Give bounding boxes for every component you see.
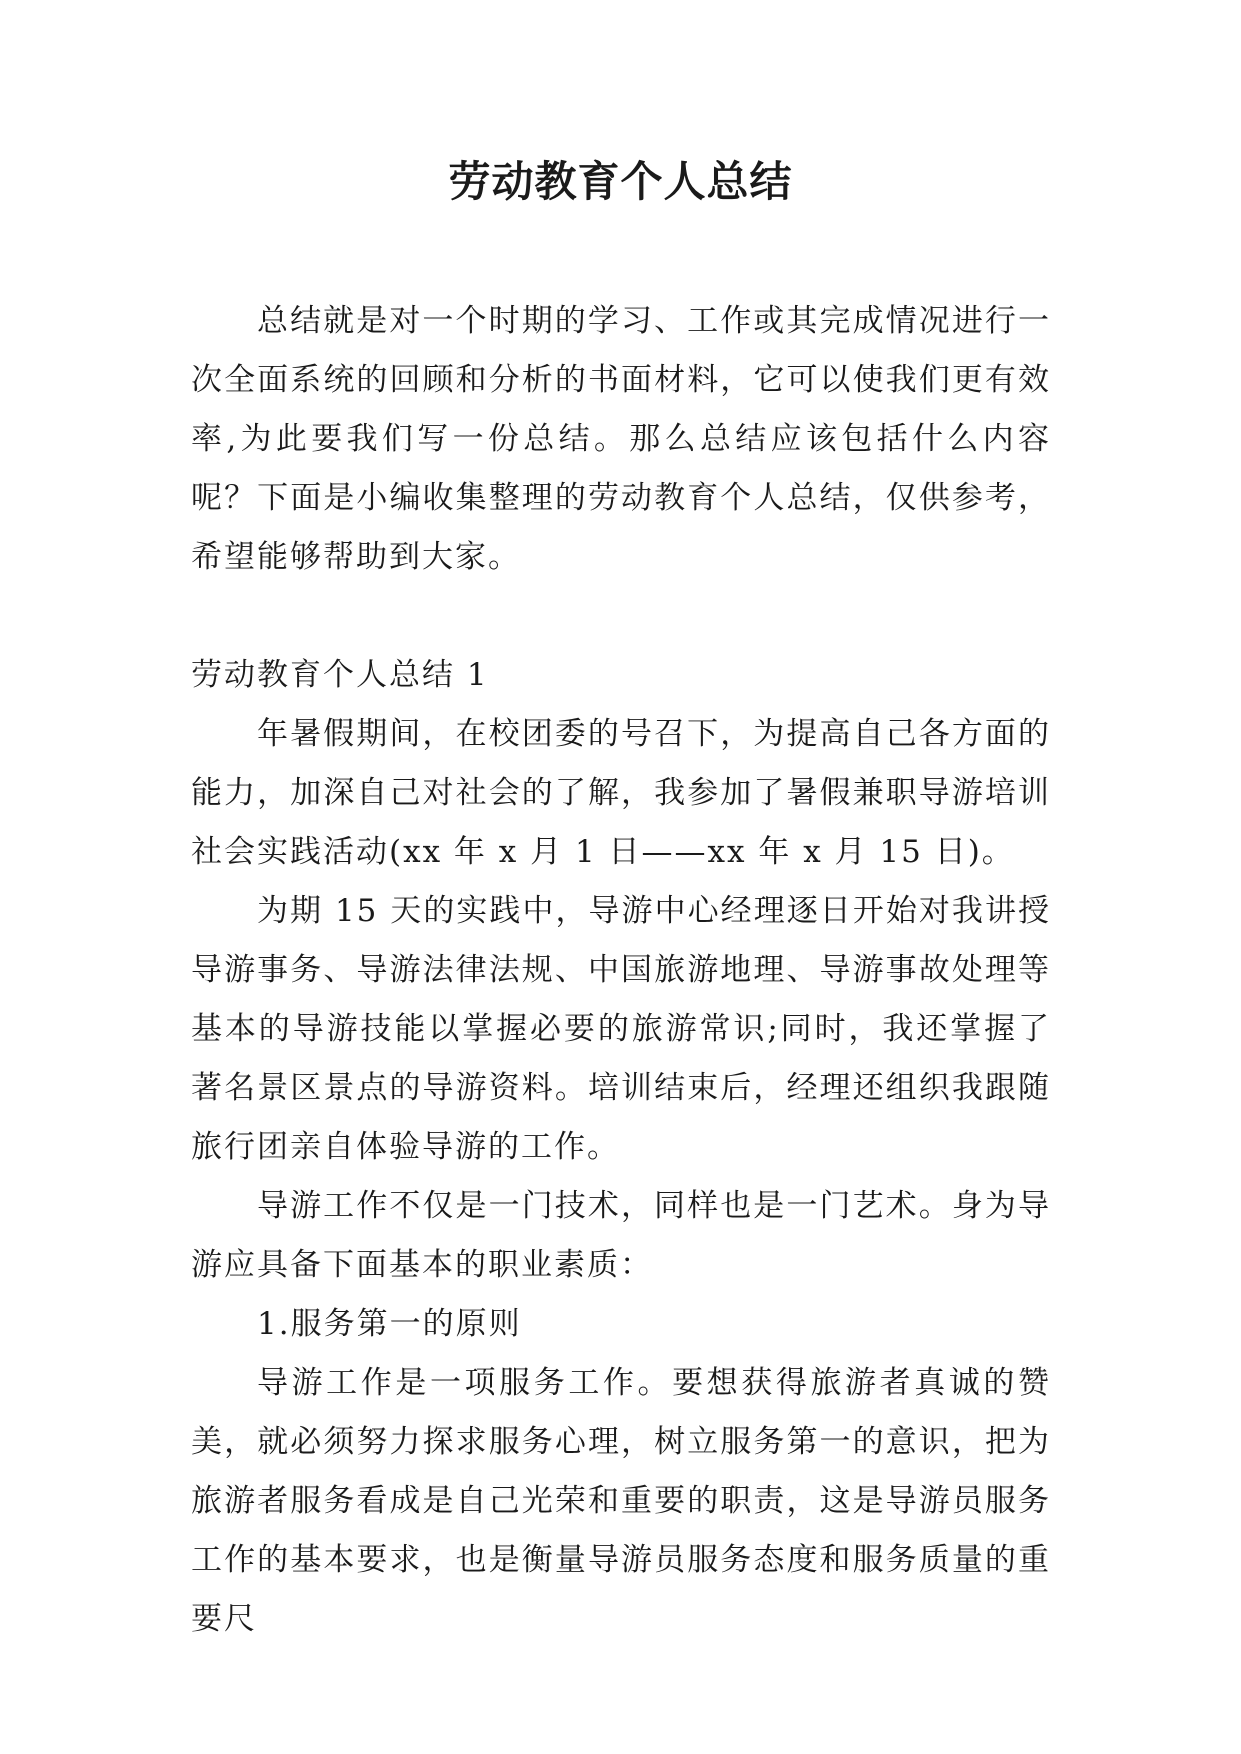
section-heading: 劳动教育个人总结 1 (191, 657, 489, 693)
document-body (191, 292, 1051, 1649)
body-paragraph-4: 导游工作是一项服务工作。要想获得旅游者真诚的赞美，就必须努力探求服务心理，树立服务第一的意识，把为旅游者服务看成是自己光荣和重要的职责，这是导游员服务工作的基本要求，也是衡量导游员服务态度和服务质量的重要尺 (191, 1365, 1051, 1637)
body-paragraph-1: 年暑假期间，在校团委的号召下，为提高自己各方面的能力，加深自己对社会的了解，我参加了暑假兼职导游培训社会实践活动(xx 年 x 月 1 日——xx 年 x 月 15 日)。 (191, 716, 1051, 870)
body-paragraph-2: 为期 15 天的实践中，导游中心经理逐日开始对我讲授导游事务、导游法律法规、中国旅游地理、导游事故处理等基本的导游技能以掌握必要的旅游常识;同时，我还掌握了著名景区景点的导游资料。培训结束后，经理还组织我跟随旅行团亲自体验导游的工作。 (191, 893, 1051, 1165)
document-title: 劳动教育个人总结 (448, 157, 793, 206)
paragraph-spacer (191, 587, 1051, 646)
body-paragraph-3: 导游工作不仅是一门技术，同样也是一门艺术。身为导游应具备下面基本的职业素质： (191, 1188, 1051, 1283)
list-item-heading: 1.服务第一的原则 (257, 1306, 522, 1342)
intro-paragraph: 总结就是对一个时期的学习、工作或其完成情况进行一次全面系统的回顾和分析的书面材料，它可以使我们更有效率,为此要我们写一份总结。那么总结应该包括什么内容呢？下面是小编收集整理的劳动教育个人总结，仅供参考，希望能够帮助到大家。 (191, 303, 1051, 575)
